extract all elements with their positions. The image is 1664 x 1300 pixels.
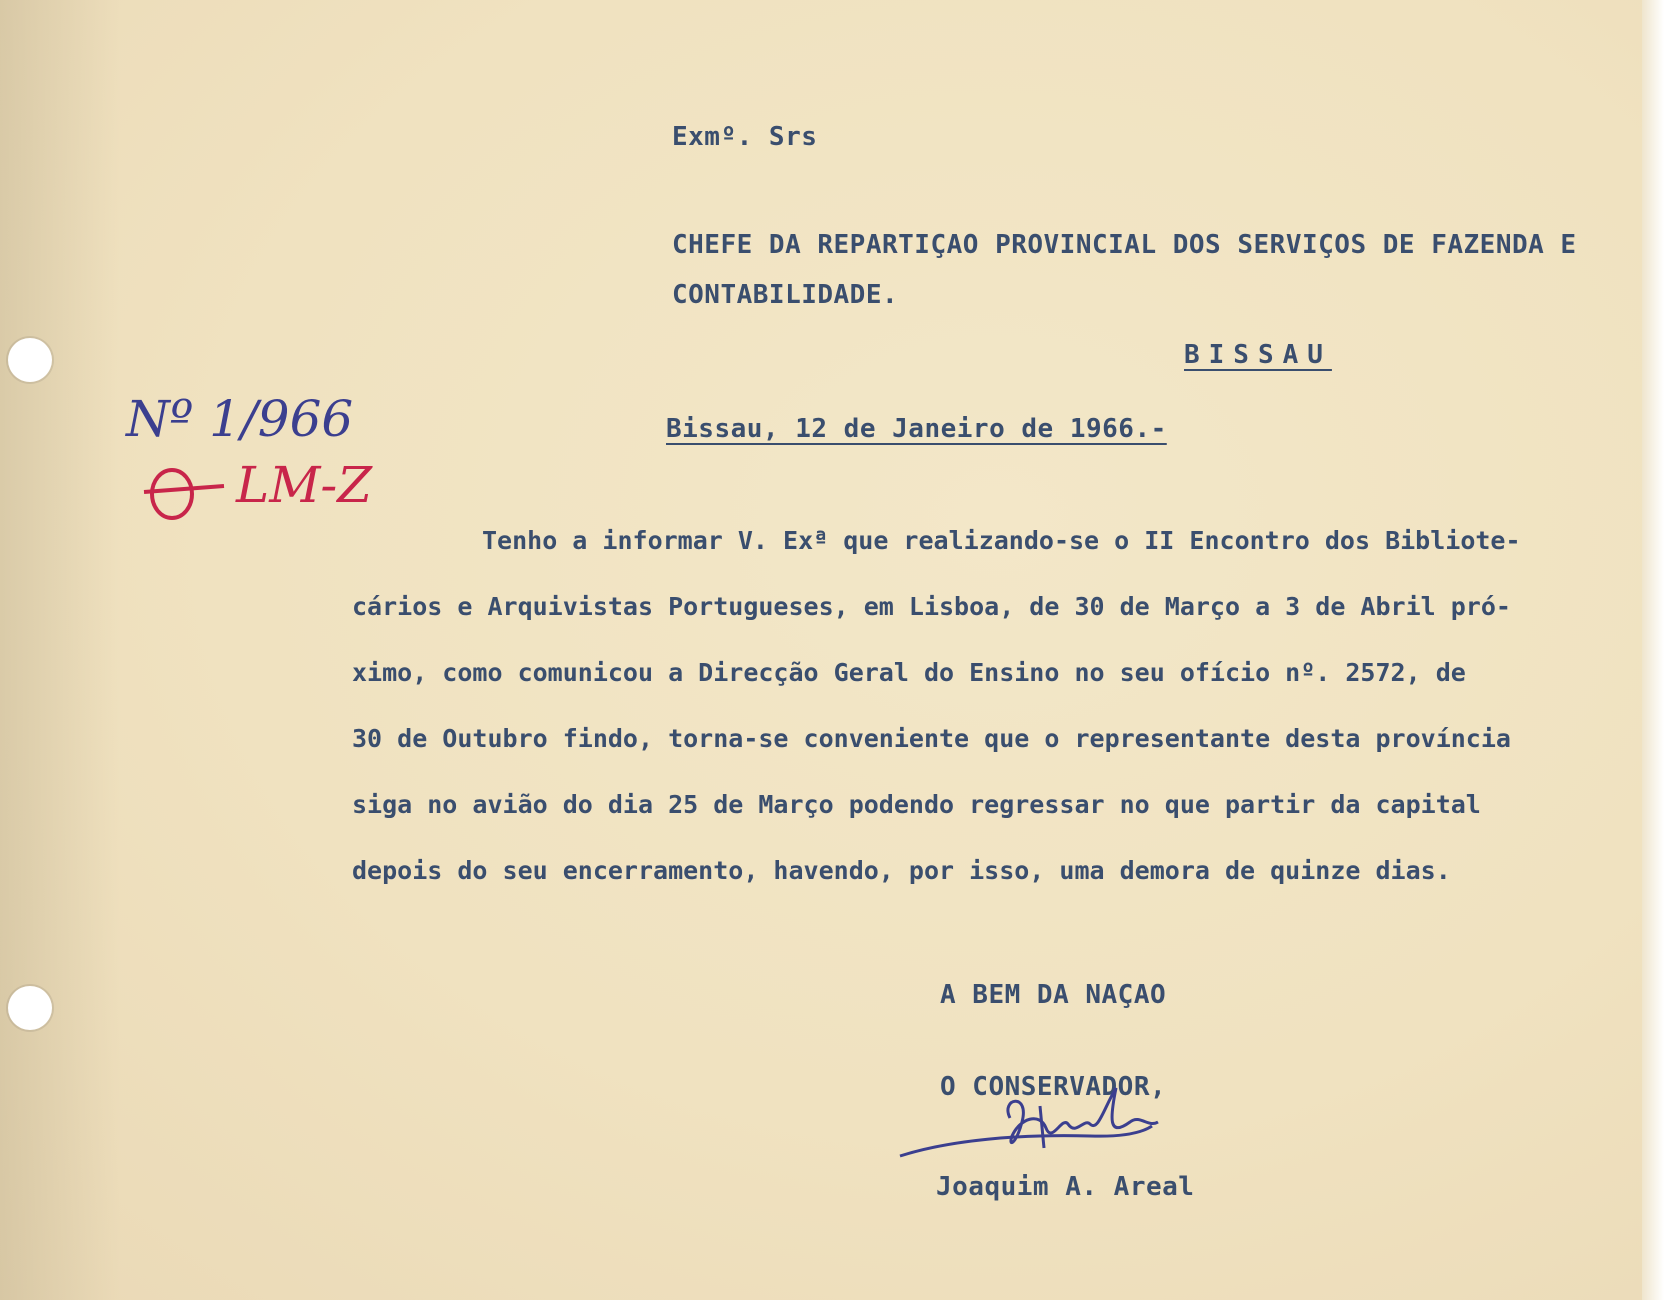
closing-phrase: A BEM DA NAÇAO bbox=[940, 980, 1167, 1010]
handwritten-code: LM-Z bbox=[236, 456, 373, 514]
addressee-line-1: CHEFE DA REPARTIÇAO PROVINCIAL DOS SERVIÇOS DE FAZENDA E bbox=[672, 230, 1577, 260]
date-line: Bissau, 12 de Janeiro de 1966.- bbox=[666, 414, 1167, 444]
body-line: depois do seu encerramento, havendo, por isso, uma demora de quinze dias. bbox=[352, 856, 1451, 885]
handwritten-number: Nº 1/966 bbox=[126, 390, 354, 448]
red-strike-mark bbox=[138, 456, 228, 526]
paper-edge bbox=[1642, 0, 1664, 1300]
body-line: ximo, como comunicou a Direcção Geral do Ensino no seu ofício nº. 2572, de bbox=[352, 658, 1466, 687]
punch-hole-top bbox=[8, 338, 52, 382]
letter-body bbox=[352, 508, 1642, 904]
addressee-city: BISSAU bbox=[1184, 340, 1332, 370]
addressee-line-2: CONTABILIDADE. bbox=[672, 280, 899, 310]
salutation: Exmº. Srs bbox=[672, 122, 818, 152]
body-line: siga no avião do dia 25 de Março podendo regressar no que partir da capital bbox=[352, 790, 1481, 819]
signatory-name: Joaquim A. Areal bbox=[936, 1172, 1195, 1202]
signatory-title: O CONSERVADOR, bbox=[940, 1072, 1167, 1102]
body-line: Tenho a informar V. Exª que realizando-se o II Encontro dos Bibliote- bbox=[482, 526, 1521, 555]
punch-hole-bottom bbox=[8, 986, 52, 1030]
body-line: cários e Arquivistas Portugueses, em Lisboa, de 30 de Março a 3 de Abril pró- bbox=[352, 592, 1511, 621]
paper-shadow bbox=[0, 0, 120, 1300]
body-line: 30 de Outubro findo, torna-se conveniente que o representante desta província bbox=[352, 724, 1511, 753]
